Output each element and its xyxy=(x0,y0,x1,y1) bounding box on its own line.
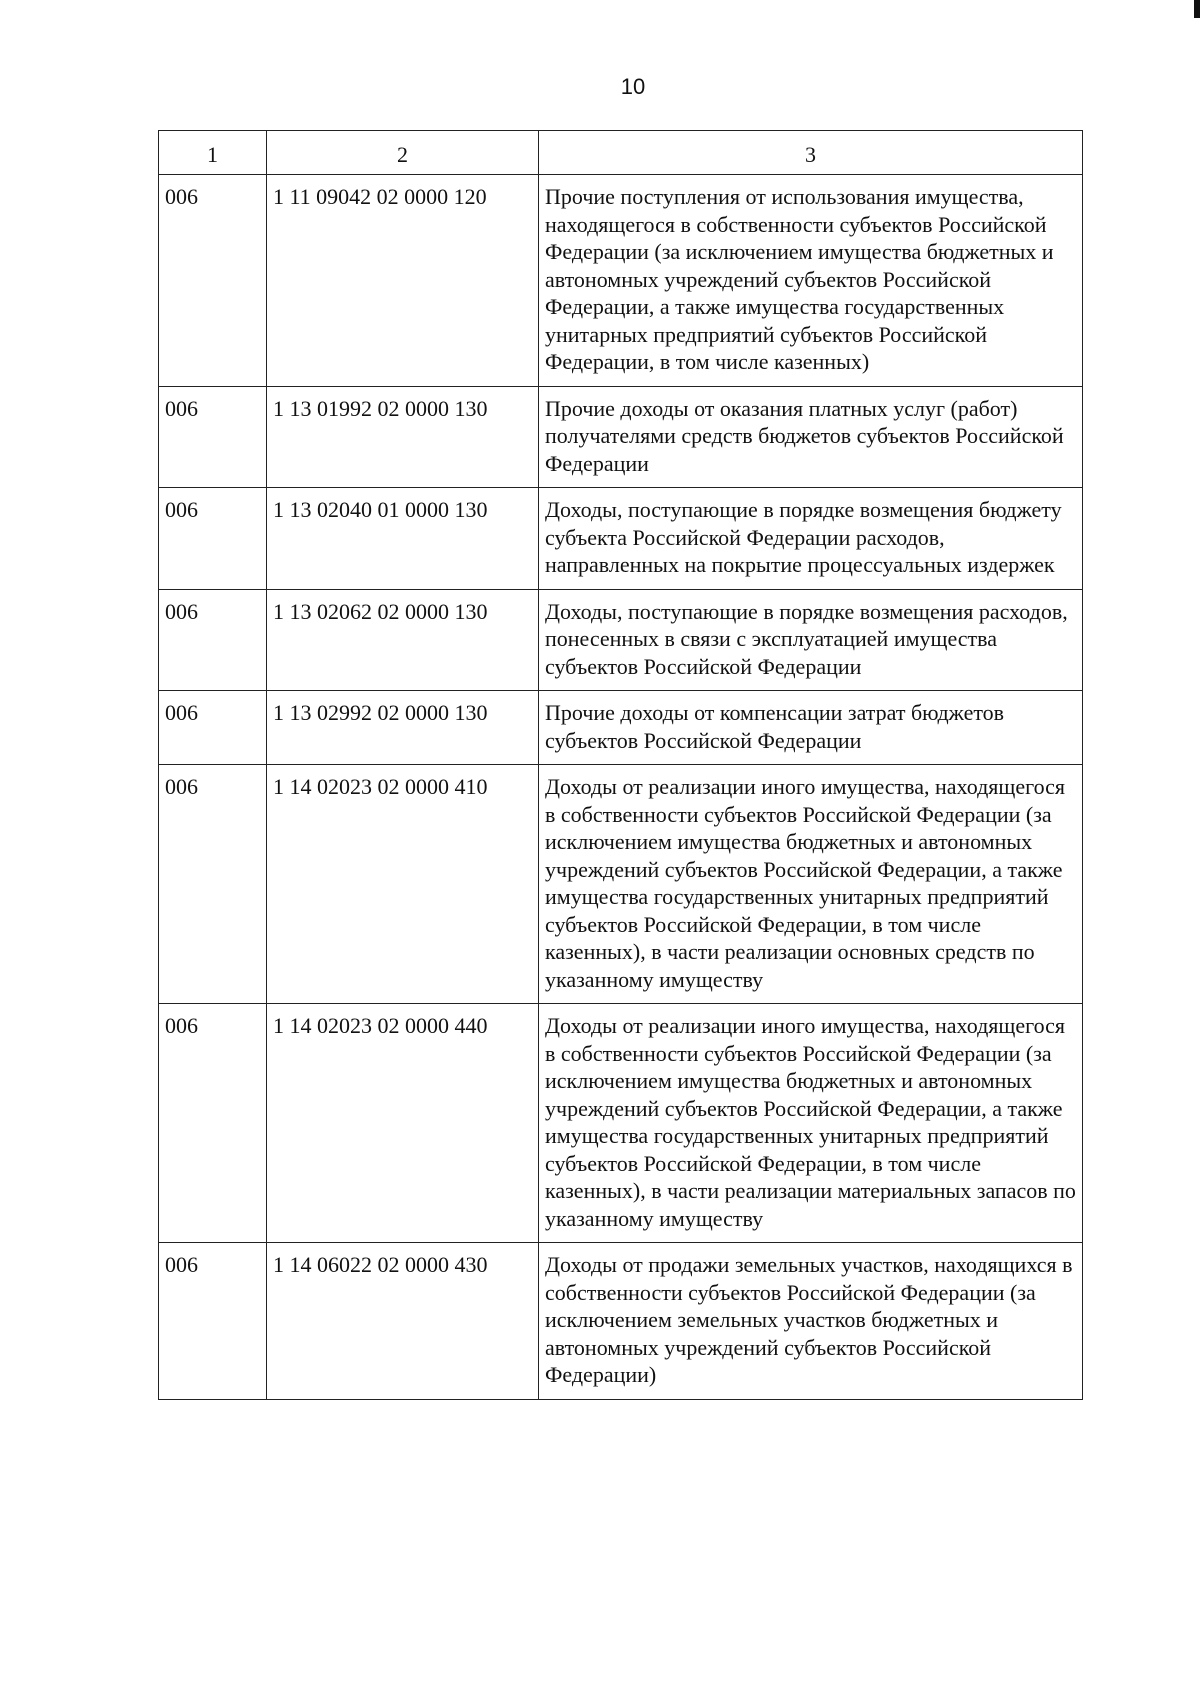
description-cell: Прочие поступления от использования имущества, находящегося в собственности субъектов Российской Федерации (за исключением имущества бюджетных и автономных учреждений субъектов Российской Федерации, а также имущества государственных унитарных предприятий субъектов Российской Федерации, в том числе казенных) xyxy=(539,175,1083,387)
budget-code-cell: 1 13 02062 02 0000 130 xyxy=(267,589,539,691)
admin-code-cell: 006 xyxy=(159,175,267,387)
column-header-1: 1 xyxy=(159,131,267,175)
budget-code-cell: 1 13 01992 02 0000 130 xyxy=(267,386,539,488)
column-header-3: 3 xyxy=(539,131,1083,175)
revenue-codes-table xyxy=(158,130,1083,1400)
budget-code-cell: 1 14 02023 02 0000 440 xyxy=(267,1004,539,1243)
table-row xyxy=(159,691,1083,765)
table-row xyxy=(159,1004,1083,1243)
description-cell: Доходы от реализации иного имущества, находящегося в собственности субъектов Российской Федерации (за исключением имущества бюджетных и автономных учреждений субъектов Российской Федерации, а также имущества государственных унитарных предприятий субъектов Российской Федерации, в том числе казенных), в части реализации основных средств по указанному имуществу xyxy=(539,765,1083,1004)
budget-code-cell: 1 14 06022 02 0000 430 xyxy=(267,1243,539,1400)
admin-code-cell: 006 xyxy=(159,488,267,590)
admin-code-cell: 006 xyxy=(159,386,267,488)
column-header-2: 2 xyxy=(267,131,539,175)
table-header-row xyxy=(159,131,1083,175)
description-cell: Прочие доходы от оказания платных услуг (работ) получателями средств бюджетов субъектов Российской Федерации xyxy=(539,386,1083,488)
budget-code-cell: 1 14 02023 02 0000 410 xyxy=(267,765,539,1004)
table-row xyxy=(159,589,1083,691)
budget-code-cell: 1 11 09042 02 0000 120 xyxy=(267,175,539,387)
scan-corner-mark xyxy=(1194,0,1200,18)
budget-code-cell: 1 13 02040 01 0000 130 xyxy=(267,488,539,590)
budget-code-cell: 1 13 02992 02 0000 130 xyxy=(267,691,539,765)
admin-code-cell: 006 xyxy=(159,765,267,1004)
description-cell: Доходы, поступающие в порядке возмещения бюджету субъекта Российской Федерации расходов, направленных на покрытие процессуальных издержек xyxy=(539,488,1083,590)
description-cell: Доходы, поступающие в порядке возмещения расходов, понесенных в связи с эксплуатацией имущества субъектов Российской Федерации xyxy=(539,589,1083,691)
table-row xyxy=(159,488,1083,590)
table-row xyxy=(159,386,1083,488)
description-cell: Прочие доходы от компенсации затрат бюджетов субъектов Российской Федерации xyxy=(539,691,1083,765)
admin-code-cell: 006 xyxy=(159,589,267,691)
admin-code-cell: 006 xyxy=(159,1004,267,1243)
description-cell: Доходы от реализации иного имущества, находящегося в собственности субъектов Российской Федерации (за исключением имущества бюджетных и автономных учреждений субъектов Российской Федерации, а также имущества государственных унитарных предприятий субъектов Российской Федерации, в том числе казенных), в части реализации материальных запасов по указанному имуществу xyxy=(539,1004,1083,1243)
table-row xyxy=(159,1243,1083,1400)
table-row xyxy=(159,765,1083,1004)
admin-code-cell: 006 xyxy=(159,691,267,765)
description-cell: Доходы от продажи земельных участков, находящихся в собственности субъектов Российской Федерации (за исключением земельных участков бюджетных и автономных учреждений субъектов Российской Федерации) xyxy=(539,1243,1083,1400)
table-row xyxy=(159,175,1083,387)
admin-code-cell: 006 xyxy=(159,1243,267,1400)
page-number: 10 xyxy=(620,74,646,99)
